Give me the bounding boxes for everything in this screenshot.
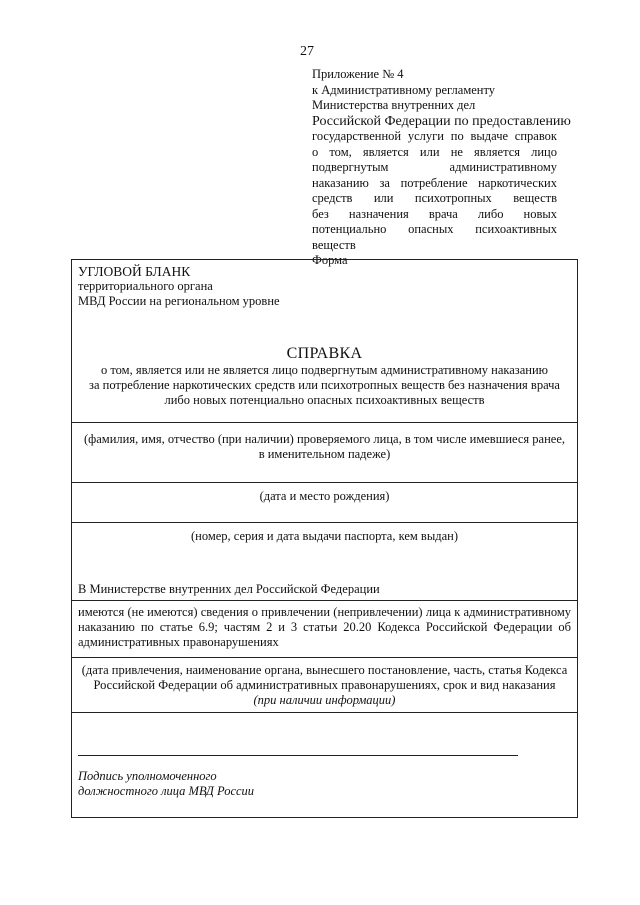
details-caption-line: Российской Федерации об административных правонарушениях, срок и вид наказания [93, 678, 556, 692]
fio-caption-line: (фамилия, имя, отчество (при наличии) проверяемого лица, в том числе имевшиеся ранее, [83, 432, 566, 446]
certificate-heading [78, 345, 571, 408]
details-caption-line: (дата привлечения, наименование органа, вынесшего постановление, часть, статья Кодекса [81, 663, 568, 677]
certificate-form [71, 259, 578, 818]
appendix-reference-line: к Административному регламенту [312, 82, 496, 97]
corner-stamp-line: МВД России на региональном уровне [78, 294, 280, 308]
signature-caption-line: должностного лица МВД России [78, 784, 255, 798]
fio-caption [78, 432, 571, 462]
birth-caption: (дата и место рождения) [259, 489, 390, 503]
details-caption [78, 663, 571, 708]
corner-stamp-title: УГЛОВОЙ БЛАНК [78, 264, 191, 279]
certificate-subject-line: о том, является или не является лицо подвергнутым административному наказанию [100, 363, 549, 377]
appendix-reference-line: без назначения врача либо новых [312, 206, 557, 221]
appendix-reference-line: государственной услуги по выдаче справок [312, 129, 557, 143]
certificate-subject-line: либо новых потенциально опасных психоактивных веществ [164, 393, 485, 407]
signature-line [78, 755, 518, 756]
appendix-reference-line: наказанию за потребление наркотических [312, 175, 557, 190]
info-text: имеются (не имеются) сведения о привлечении (непривлечении) лица к административному наказанию по статье 6.9; частям 2 и 3 статьи 20.20 Кодекса Российской Федерации об административных правонарушениях [78, 605, 571, 649]
appendix-reference-line: веществ [312, 237, 356, 252]
appendix-header [312, 67, 571, 269]
appendix-reference-line: Российской Федерации по предоставлению [312, 113, 571, 129]
appendix-reference-line: средств или психотропных веществ [312, 191, 557, 205]
appendix-reference-line: Министерства внутренних дел [312, 98, 476, 112]
corner-stamp-line: территориального органа [78, 279, 213, 293]
passport-caption: (номер, серия и дата выдачи паспорта, кем выдан) [190, 529, 458, 543]
appendix-number: Приложение № 4 [312, 67, 404, 81]
divider [72, 522, 577, 523]
certificate-subject-line: за потребление наркотических средств или психотропных веществ без назначения врача [89, 378, 560, 392]
corner-stamp [78, 264, 280, 309]
signature-caption-line: Подпись уполномоченного [78, 769, 217, 783]
certificate-title: СПРАВКА [286, 345, 363, 362]
details-caption-note: (при наличии информации) [253, 693, 396, 707]
divider [72, 657, 577, 658]
appendix-reference-line: подвергнутым административному [312, 160, 557, 174]
appendix-reference-line: о том, является или не является лицо [312, 144, 557, 159]
divider [72, 600, 577, 601]
signature-caption [78, 769, 571, 799]
divider [72, 712, 577, 713]
ministry-text: В Министерстве внутренних дел Российской Федерации [78, 582, 380, 596]
divider [72, 482, 577, 483]
divider [72, 422, 577, 423]
page-number: 27 [300, 44, 314, 59]
form-label: Форма [312, 253, 348, 267]
appendix-reference-line: потенциально опасных психоактивных [312, 222, 557, 236]
fio-caption-line: в именительном падеже) [258, 447, 391, 461]
